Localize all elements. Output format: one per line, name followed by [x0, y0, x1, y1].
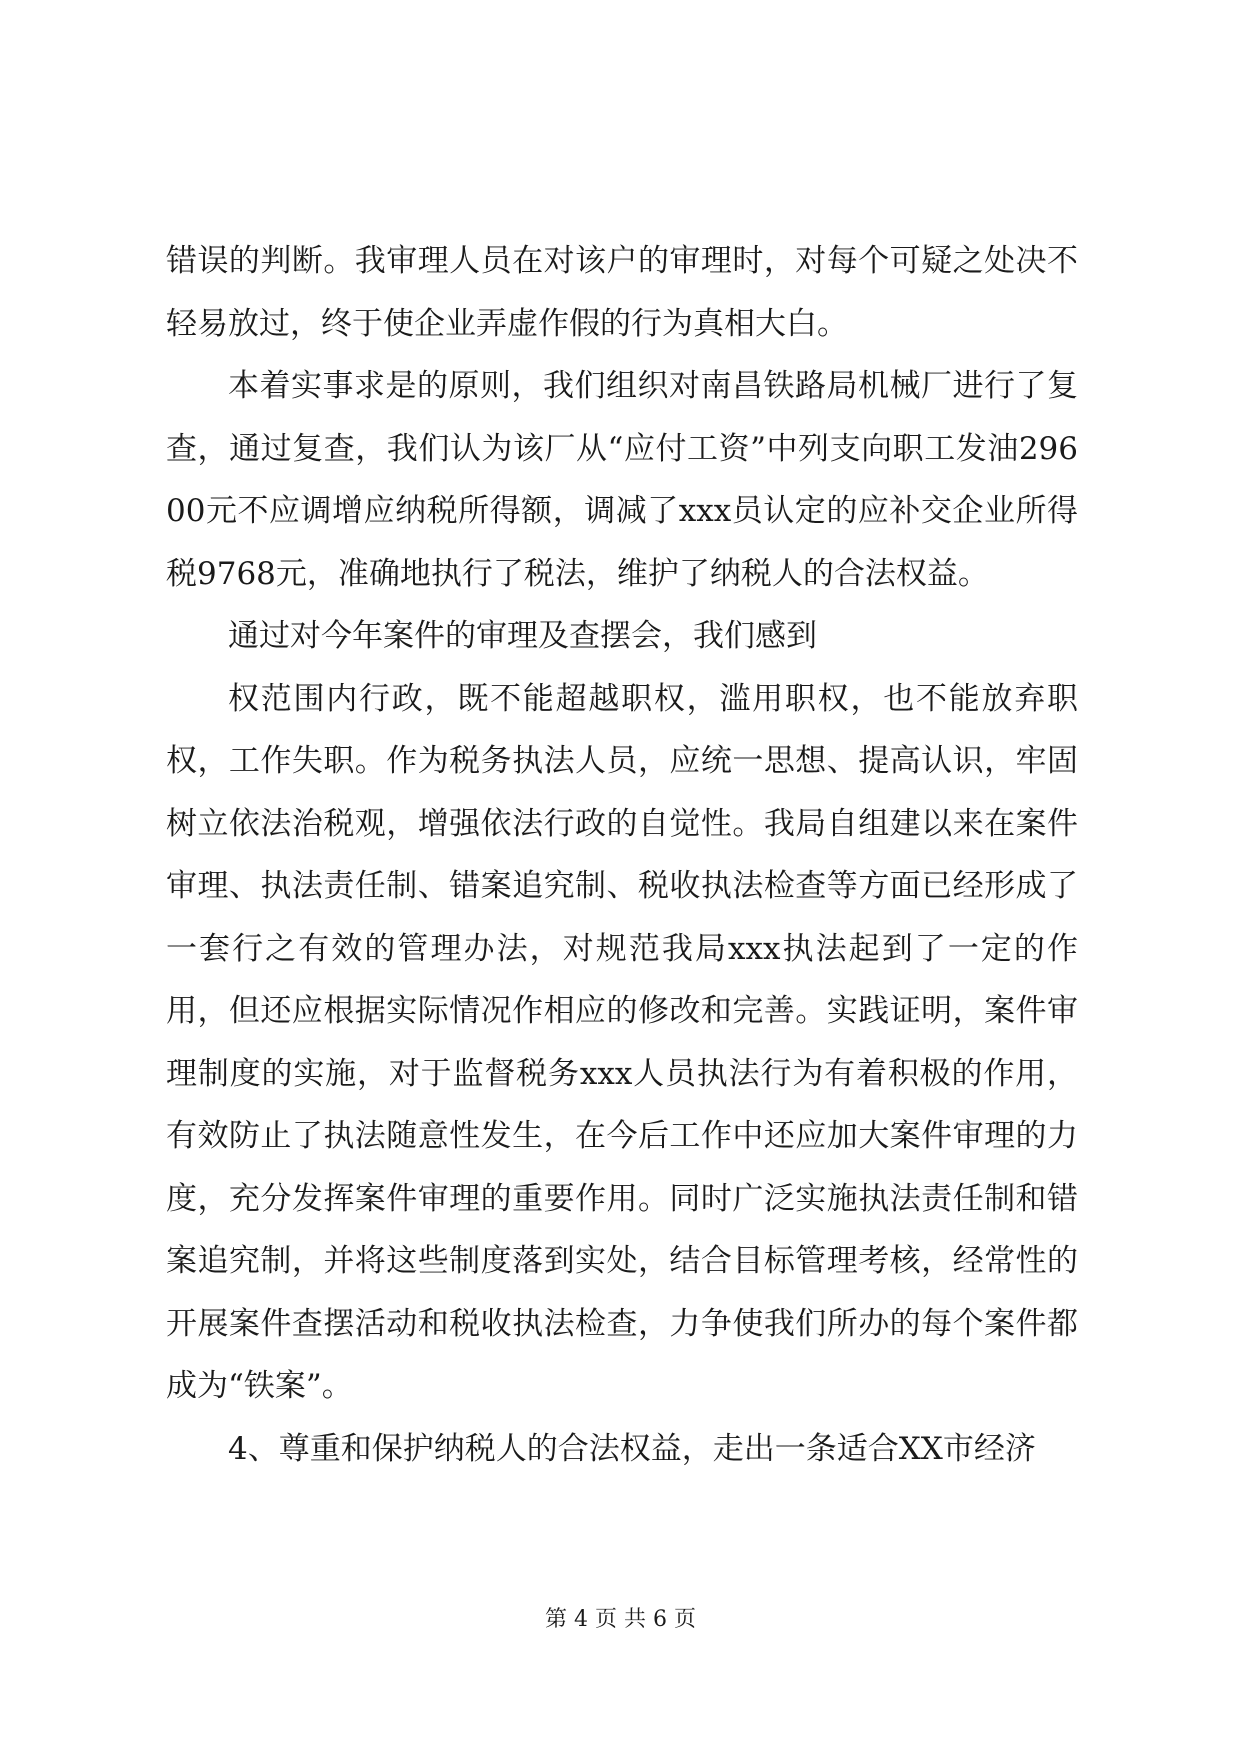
paragraph-5: 4、尊重和保护纳税人的合法权益，走出一条适合XX市经济 [228, 1430, 1036, 1467]
paragraph-4: 权范围内行政，既不能超越职权，滥用职权，也不能放弃职权，工作失职。作为税务执法人员，应统一思想、提高认识，牢固树立依法治税观，增强依法行政的自觉性。我局自组建以来在案件审理、执法责任制、错案追究制、税收执法检查等方面已经形成了一套行之有效的管理办法，对规范我局xxx执法起到了一定的作用，但还应根据实际情况作相应的修改和完善。实践证明，案件审理制度的实施，对于监督税务xxx人员执法行为有着积极的作用，有效防止了执法随意性发生，在今后工作中还应加大案件审理的力度，充分发挥案件审理的重要作用。同时广泛实施执法责任制和错案追究制，并将这些制度落到实处，结合目标管理考核，经常性的开展案件查摆活动和税收执法检查，力争使我们所办的每个案件都成为“铁案”。 [166, 680, 1078, 1404]
document-body [166, 230, 1078, 1480]
paragraph-1: 错误的判断。我审理人员在对该户的审理时，对每个可疑之处决不轻易放过，终于使企业弄虚作假的行为真相大白。 [166, 243, 1078, 342]
paragraph-2: 本着实事求是的原则，我们组织对南昌铁路局机械厂进行了复查，通过复查，我们认为该厂从“应付工资”中列支向职工发油29600元不应调增应纳税所得额，调减了xxx员认定的应补交企业所得税9768元，准确地执行了税法，维护了纳税人的合法权益。 [166, 368, 1078, 592]
page-number-footer: 第 4 页 共 6 页 [545, 1607, 696, 1632]
paragraph-3: 通过对今年案件的审理及查摆会，我们感到 [228, 618, 817, 654]
